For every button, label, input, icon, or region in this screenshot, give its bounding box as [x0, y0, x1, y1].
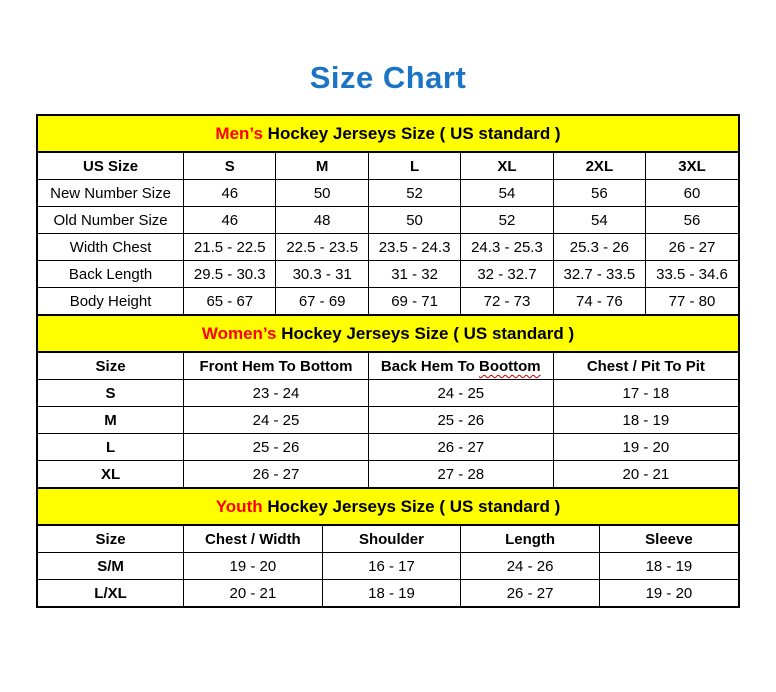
womens-section-header-text: Hockey Jerseys Size ( US standard ) — [276, 324, 575, 343]
size-value-cell: 46 — [184, 207, 276, 234]
row-label: New Number Size — [38, 180, 184, 207]
size-value-cell: 74 - 76 — [553, 288, 645, 315]
size-value-cell: 60 — [646, 180, 738, 207]
size-value-cell: 25 - 26 — [184, 434, 369, 461]
womens-size-section — [38, 314, 738, 487]
column-header: Back Hem To Boottom — [368, 353, 553, 380]
mens-section-header-highlight: Men’s — [215, 124, 263, 143]
size-value-cell: 25.3 - 26 — [553, 234, 645, 261]
size-value-cell: 17 - 18 — [553, 380, 738, 407]
size-value-cell: 30.3 - 31 — [276, 261, 368, 288]
column-header: US Size — [38, 153, 184, 180]
size-value-cell: 24 - 25 — [184, 407, 369, 434]
table-row — [38, 434, 738, 461]
womens-section-header-highlight: Women’s — [201, 324, 277, 343]
size-value-cell: 25 - 26 — [368, 407, 553, 434]
size-value-cell: 21.5 - 22.5 — [184, 234, 276, 261]
size-value-cell: 19 - 20 — [599, 580, 738, 607]
table-row — [38, 553, 738, 580]
size-value-cell: 54 — [553, 207, 645, 234]
size-chart-tables — [36, 114, 740, 608]
column-header: 3XL — [646, 153, 738, 180]
size-value-cell: 20 - 21 — [553, 461, 738, 488]
column-header: Size — [38, 353, 184, 380]
size-value-cell: 20 - 21 — [184, 580, 323, 607]
size-value-cell: 56 — [646, 207, 738, 234]
column-header: Sleeve — [599, 526, 738, 553]
size-value-cell: 23.5 - 24.3 — [368, 234, 460, 261]
size-value-cell: 67 - 69 — [276, 288, 368, 315]
table-row — [38, 180, 738, 207]
size-value-cell: 23 - 24 — [184, 380, 369, 407]
size-value-cell: 26 - 27 — [646, 234, 738, 261]
size-value-cell: 16 - 17 — [322, 553, 461, 580]
table-row — [38, 234, 738, 261]
size-value-cell: 18 - 19 — [553, 407, 738, 434]
size-value-cell: 48 — [276, 207, 368, 234]
size-value-cell: 18 - 19 — [599, 553, 738, 580]
mens-section-header — [38, 116, 738, 153]
womens-section-header — [38, 314, 738, 353]
row-label: S/M — [38, 553, 184, 580]
size-value-cell: 33.5 - 34.6 — [646, 261, 738, 288]
size-value-cell: 50 — [368, 207, 460, 234]
column-header: Chest / Width — [184, 526, 323, 553]
size-value-cell: 26 - 27 — [368, 434, 553, 461]
row-label: XL — [38, 461, 184, 488]
table-row — [38, 207, 738, 234]
youth-size-table — [38, 526, 738, 606]
size-value-cell: 50 — [276, 180, 368, 207]
youth-section-header-highlight: Youth — [215, 497, 263, 516]
column-header: Length — [461, 526, 600, 553]
column-header: S — [184, 153, 276, 180]
column-header: Size — [38, 526, 184, 553]
mens-size-table — [38, 153, 738, 314]
table-row — [38, 261, 738, 288]
row-label: L — [38, 434, 184, 461]
size-value-cell: 26 - 27 — [184, 461, 369, 488]
row-label: Back Length — [38, 261, 184, 288]
row-label: Body Height — [38, 288, 184, 315]
size-value-cell: 54 — [461, 180, 553, 207]
youth-section-header-text: Hockey Jerseys Size ( US standard ) — [262, 497, 561, 516]
column-header-row — [38, 526, 738, 553]
misspelled-word: Boottom — [479, 358, 541, 375]
column-header: Shoulder — [322, 526, 461, 553]
column-header: 2XL — [553, 153, 645, 180]
size-value-cell: 31 - 32 — [368, 261, 460, 288]
size-value-cell: 69 - 71 — [368, 288, 460, 315]
table-row — [38, 580, 738, 607]
youth-section-header — [38, 487, 738, 526]
mens-section-header-text: Hockey Jerseys Size ( US standard ) — [262, 124, 561, 143]
column-header-row — [38, 153, 738, 180]
size-value-cell: 19 - 20 — [184, 553, 323, 580]
column-header-row — [38, 353, 738, 380]
size-value-cell: 56 — [553, 180, 645, 207]
row-label: M — [38, 407, 184, 434]
size-value-cell: 77 - 80 — [646, 288, 738, 315]
row-label: Width Chest — [38, 234, 184, 261]
size-value-cell: 18 - 19 — [322, 580, 461, 607]
size-value-cell: 65 - 67 — [184, 288, 276, 315]
page-title: Size Chart — [309, 60, 467, 95]
row-label: L/XL — [38, 580, 184, 607]
size-value-cell: 32.7 - 33.5 — [553, 261, 645, 288]
column-header: L — [368, 153, 460, 180]
mens-size-section — [38, 116, 738, 314]
size-value-cell: 52 — [368, 180, 460, 207]
column-header: M — [276, 153, 368, 180]
size-value-cell: 22.5 - 23.5 — [276, 234, 368, 261]
size-value-cell: 24.3 - 25.3 — [461, 234, 553, 261]
size-value-cell: 29.5 - 30.3 — [184, 261, 276, 288]
table-row — [38, 461, 738, 488]
size-value-cell: 32 - 32.7 — [461, 261, 553, 288]
table-row — [38, 380, 738, 407]
size-value-cell: 46 — [184, 180, 276, 207]
size-value-cell: 19 - 20 — [553, 434, 738, 461]
column-header: Front Hem To Bottom — [184, 353, 369, 380]
size-value-cell: 24 - 25 — [368, 380, 553, 407]
row-label: Old Number Size — [38, 207, 184, 234]
size-value-cell: 72 - 73 — [461, 288, 553, 315]
row-label: S — [38, 380, 184, 407]
size-value-cell: 26 - 27 — [461, 580, 600, 607]
table-row — [38, 407, 738, 434]
womens-size-table — [38, 353, 738, 487]
column-header: Chest / Pit To Pit — [553, 353, 738, 380]
size-value-cell: 52 — [461, 207, 553, 234]
size-value-cell: 27 - 28 — [368, 461, 553, 488]
youth-size-section — [38, 487, 738, 606]
table-row — [38, 288, 738, 315]
size-value-cell: 24 - 26 — [461, 553, 600, 580]
column-header: XL — [461, 153, 553, 180]
